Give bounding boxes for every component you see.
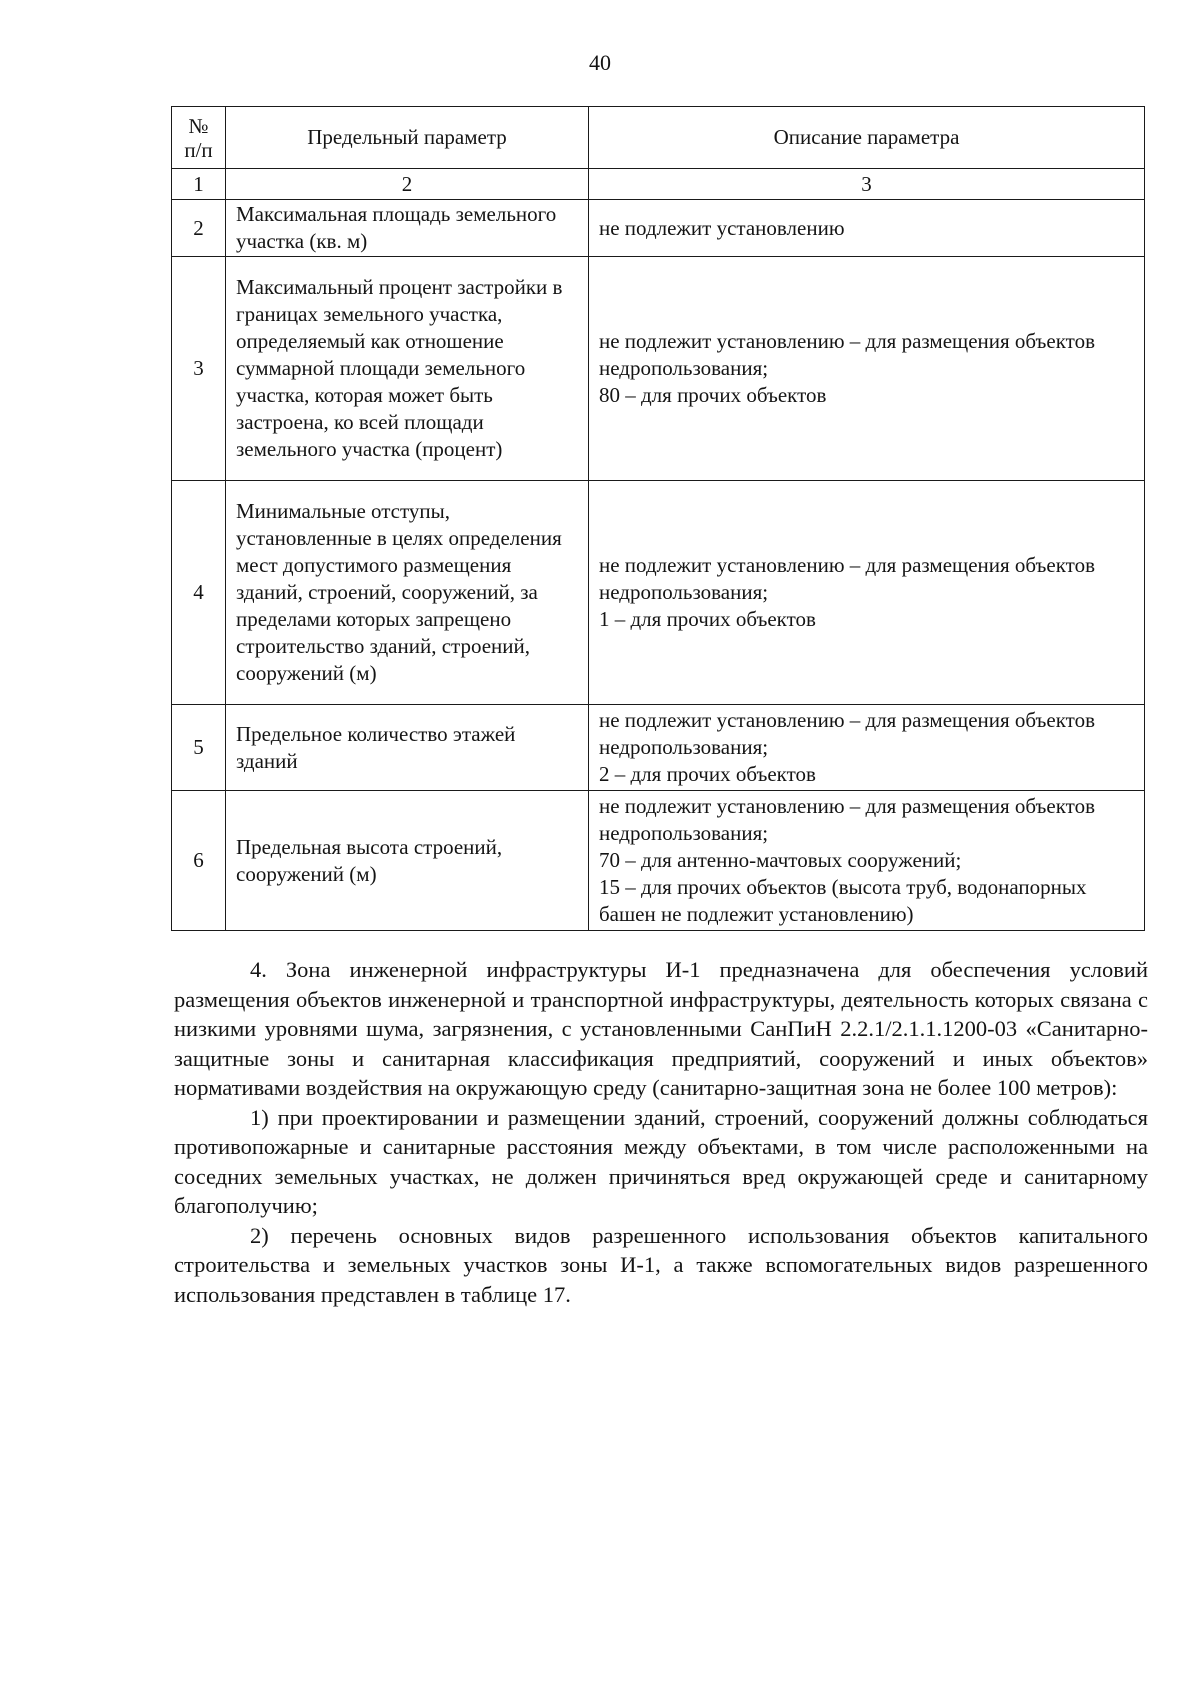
description-line: 70 – для антенно-мачтовых сооружений; [599, 848, 962, 872]
paragraph-item-2: 2) перечень основных видов разрешенного использования объектов капитального строительства и земельных участков зоны И-1, а также вспомогательных видов разрешенного использования представлен в таблице 17. [174, 1222, 1148, 1307]
row-description [589, 257, 1145, 481]
description-line: 80 – для прочих объектов [599, 383, 827, 407]
header-desc: Описание параметра [589, 107, 1145, 169]
row-number: 2 [172, 200, 226, 257]
column-index: 2 [226, 169, 589, 200]
page-number: 40 [589, 50, 611, 75]
table-row [172, 705, 1145, 791]
row-number: 5 [172, 705, 226, 791]
row-description [589, 791, 1145, 931]
table-row [172, 257, 1145, 481]
row-parameter: Предельное количество этажей зданий [226, 705, 589, 791]
description-line: не подлежит установлению – для размещения объектов недропользования; [599, 708, 1095, 759]
description-line: 1 – для прочих объектов [599, 607, 816, 631]
table-row [172, 200, 1145, 257]
row-parameter: Максимальная площадь земельного участка (кв. м) [226, 200, 589, 257]
row-description [589, 481, 1145, 705]
parameters-table [171, 106, 1145, 931]
body-text [174, 955, 1148, 1309]
description-line: не подлежит установлению – для размещения объектов недропользования; [599, 794, 1095, 845]
header-param: Предельный параметр [226, 107, 589, 169]
description-line: не подлежит установлению [599, 215, 845, 240]
description-line: 2 – для прочих объектов [599, 762, 816, 786]
table-header-row [172, 107, 1145, 169]
row-number: 3 [172, 257, 226, 481]
description-line: 15 – для прочих объектов (высота труб, водонапорных башен не подлежит установлению) [599, 875, 1087, 926]
row-description [589, 705, 1145, 791]
row-parameter: Предельная высота строений, сооружений (м) [226, 791, 589, 931]
description-line: не подлежит установлению – для размещения объектов недропользования; [599, 553, 1095, 604]
header-num [172, 107, 226, 169]
table-row [172, 791, 1145, 931]
paragraph-item-1: 1) при проектировании и размещении зданий, строений, сооружений должны соблюдаться противопожарные и санитарные расстояния между объектами, в том числе расположенными на соседних земельных участках, не должен причиняться вред окружающей среде и санитарному благополучию; [174, 1104, 1148, 1218]
column-index: 1 [172, 169, 226, 200]
table-row [172, 481, 1145, 705]
column-index: 3 [589, 169, 1145, 200]
header-num-line2: п/п [184, 137, 213, 162]
header-num-line1: № [188, 113, 209, 138]
column-index-row [172, 169, 1145, 200]
row-number: 4 [172, 481, 226, 705]
paragraph-zone-description: 4. Зона инженерной инфраструктуры И-1 предназначена для обеспечения условий размещения объектов инженерной и транспортной инфраструктуры, деятельность которых связана с низкими уровнями шума, загрязнения, с установленными СанПиН 2.2.1/2.1.1.1200-03 «Санитарно-защитные зоны и санитарная классификация предприятий, сооружений и иных объектов» нормативами воздействия на окружающую среду (санитарно-защитная зона не более 100 метров): [174, 957, 1148, 1100]
row-parameter: Минимальные отступы, установленные в целях определения мест допустимого размещения зданий, строений, сооружений, за пределами которых запрещено строительство зданий, строений, сооружений (м) [226, 481, 589, 705]
description-line: не подлежит установлению – для размещения объектов недропользования; [599, 329, 1095, 380]
row-description [589, 200, 1145, 257]
row-number: 6 [172, 791, 226, 931]
row-parameter: Максимальный процент застройки в границах земельного участка, определяемый как отношение суммарной площади земельного участка, которая может быть застроена, ко всей площади земельного участка (процент) [226, 257, 589, 481]
